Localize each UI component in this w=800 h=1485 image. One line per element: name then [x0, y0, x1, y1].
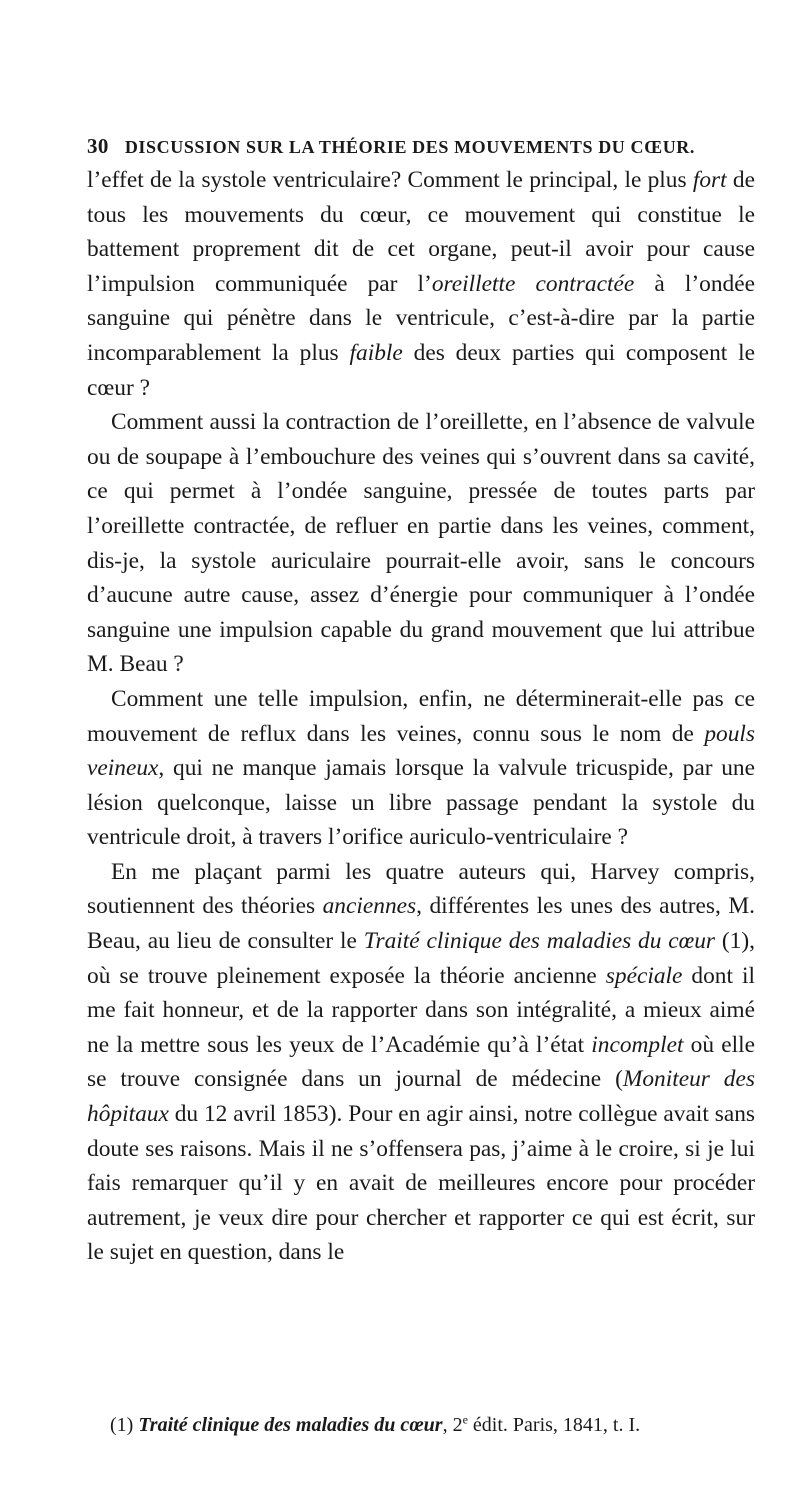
- text-run: des deux parties qui composent le cœur ?: [87, 339, 755, 401]
- text-run: dont il me fait honneur, et de la rapporter dans son intégralité, a mieux aimé ne la mettre sous les yeux de l’Académie qu’à l’état: [87, 962, 755, 1058]
- text-run: où elle se trouve consignée dans un journal de médecine (: [87, 1031, 755, 1093]
- italic-text: anciennes: [322, 893, 417, 920]
- italic-text: Moniteur des hôpitaux: [87, 1066, 755, 1128]
- body-text: [87, 163, 755, 1270]
- footnote-edition: , 2: [442, 1414, 463, 1436]
- text-run: de tous les mouvements du cœur, ce mouvement qui constitue le battement proprement dit de cet organe, peut-il avoir pour cause l’impulsion communiquée par l’: [87, 167, 755, 297]
- footnote-marker: (1): [110, 1414, 139, 1436]
- italic-text: incomplet: [591, 1031, 684, 1058]
- text-run: Comment une telle impulsion, enfin, ne déterminerait-elle pas ce mouvement de reflux dans les veines, connu sous le nom de: [87, 685, 755, 747]
- text-run: du 12 avril 1853). Pour en agir ainsi, notre collègue avait sans doute ses raisons. Mais il ne s’offensera pas, j’aime à le croire, si je lui fais remarquer qu’il y en avait de meilleures encore pour procéder autrement, je veux dire pour chercher et rapporter ce qui est écrit, sur le sujet en question, dans le: [87, 1101, 755, 1266]
- italic-text: Traité clinique des maladies du cœur: [363, 928, 716, 955]
- paragraph: [87, 855, 755, 1270]
- paragraph: [87, 682, 755, 855]
- text-run: , qui ne manque jamais lorsque la valvule tricuspide, par une lésion quelconque, laisse un libre passage pendant la systole du ventricule droit, à travers l’orifice auriculo-ventriculaire ?: [87, 755, 755, 851]
- page-body: [87, 134, 755, 1270]
- footnote-title: Traité clinique des maladies du cœur: [138, 1414, 443, 1436]
- footnote-edition-sup: e: [462, 1412, 468, 1427]
- italic-text: oreillette contractée: [431, 270, 635, 297]
- text-run: En me plaçant parmi les quatre auteurs qui, Harvey compris, soutiennent des théories: [87, 858, 755, 920]
- text-run: à l’ondée sanguine qui pénètre dans le ventricule, c’est-à-dire par la partie incomparablement la plus: [87, 270, 755, 366]
- running-title: DISCUSSION SUR LA THÉORIE DES MOUVEMENTS DU CŒUR.: [124, 137, 695, 157]
- text-run: Comment aussi la contraction de l’oreillette, en l’absence de valvule ou de soupape à l’embouchure des veines qui s’ouvrent dans sa cavité, ce qui permet à l’ondée sanguine, pressée de toutes parts par l’oreillette contractée, de refluer en partie dans les veines, comment, dis-je, la systole auriculaire pourrait-elle avoir, sans le concours d’aucune autre cause, assez d’énergie pour communiquer à l’ondée sanguine une impulsion capable du grand mouvement que lui attribue M. Beau ?: [87, 409, 755, 678]
- italic-text: faible: [349, 339, 403, 366]
- paragraph: [87, 405, 755, 682]
- paragraph: [87, 163, 755, 405]
- italic-text: fort: [692, 167, 727, 193]
- text-run: , différentes les unes des autres, M. Beau, au lieu de consulter le: [87, 893, 755, 955]
- footnote-rest: édit. Paris, 1841, t. I.: [467, 1414, 641, 1436]
- running-head: [87, 134, 755, 159]
- italic-text: pouls veineux: [87, 720, 755, 782]
- text-run: l’effet de la systole ventriculaire? Comment le principal, le plus: [87, 167, 693, 193]
- footnote: [110, 1412, 760, 1438]
- text-run: (1), où se trouve pleinement exposée la théorie ancienne: [87, 928, 755, 989]
- page-number: 30: [87, 134, 109, 158]
- italic-text: spéciale: [605, 962, 683, 989]
